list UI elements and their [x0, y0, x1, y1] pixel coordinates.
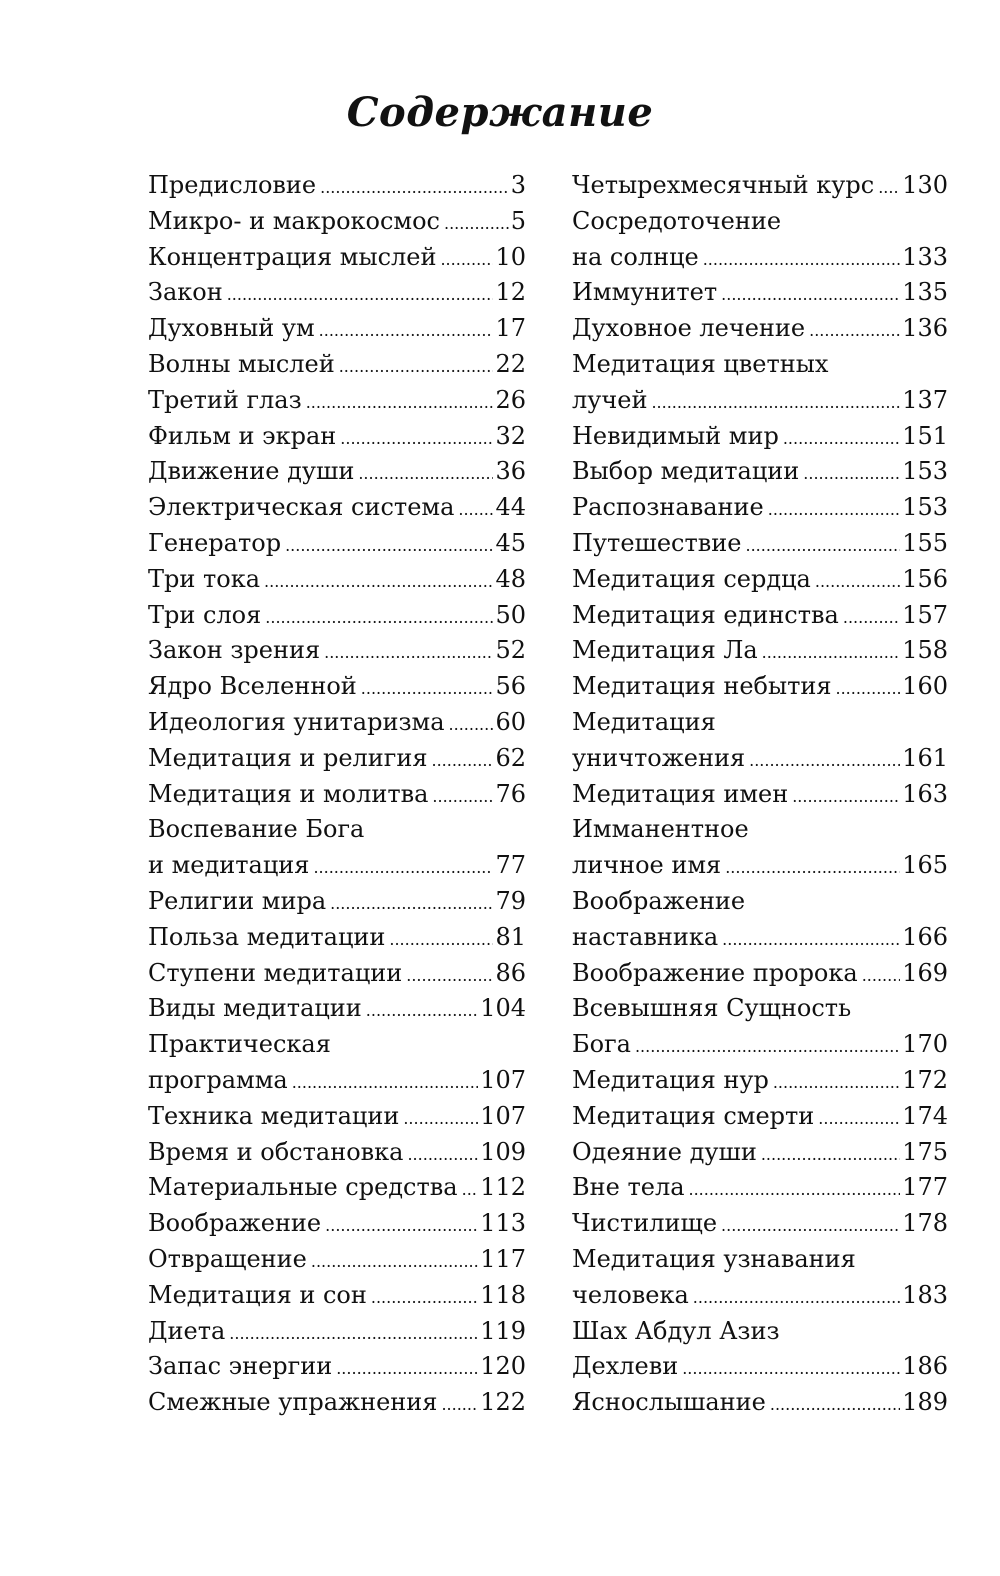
dot-leader [441, 1387, 478, 1423]
toc-entry-page: 165 [902, 851, 948, 880]
toc-entry-title: Ступени медитации [148, 958, 403, 987]
dot-leader [371, 1280, 478, 1316]
toc-entry [148, 311, 526, 347]
toc-entry-title: программа [148, 1065, 288, 1094]
toc-entry [572, 1278, 948, 1314]
toc-entry [148, 777, 526, 813]
toc-entry [148, 705, 526, 741]
toc-entry-title: Диета [148, 1316, 226, 1345]
toc-entry-page: 153 [902, 457, 948, 486]
dot-leader [264, 564, 493, 600]
toc-entry [148, 633, 526, 669]
toc-entry-title: Воображение [572, 886, 746, 915]
toc-entry [148, 1063, 526, 1099]
page-title: Содержание [346, 88, 654, 136]
toc-entry [148, 454, 526, 490]
toc-entry-page: 120 [480, 1352, 526, 1381]
toc-entry-title: Медитация и религия [148, 743, 428, 772]
dot-leader [783, 421, 900, 457]
toc-entry [572, 956, 948, 992]
toc-entry-page: 157 [902, 600, 948, 629]
dot-leader [361, 671, 494, 707]
dot-leader [745, 528, 900, 564]
toc-entry-title: наставника [572, 922, 719, 951]
dot-leader [818, 1101, 900, 1137]
toc-entry-page: 104 [480, 994, 526, 1023]
toc-entry-page: 137 [902, 385, 948, 414]
toc-entry-title: Электрическая система [148, 493, 455, 522]
dot-leader [770, 1387, 900, 1423]
toc-entry [572, 1063, 948, 1099]
toc-entry-title: человека [572, 1280, 689, 1309]
toc-entry [572, 204, 948, 240]
toc-entry-title: Медитация сердца [572, 564, 811, 593]
toc-entry [148, 240, 526, 276]
toc-entry [572, 454, 948, 490]
dot-leader [389, 922, 493, 958]
toc-entry [148, 848, 526, 884]
toc-entry-title: Путешествие [572, 528, 742, 557]
toc-entry-title: Всевышняя Сущность [572, 994, 852, 1023]
toc-entry-title: Медитация [572, 707, 716, 736]
toc-entry [572, 991, 948, 1027]
toc-entry [572, 562, 948, 598]
dot-leader [444, 206, 509, 242]
dot-leader [689, 1172, 901, 1208]
toc-entry-title: Дехлеви [572, 1352, 679, 1381]
toc-entry-page: 44 [495, 493, 526, 522]
toc-entry [572, 168, 948, 204]
toc-entry-page: 77 [495, 851, 526, 880]
dot-leader [761, 1137, 900, 1173]
toc-entry-page: 122 [480, 1388, 526, 1417]
toc-entry-title: Яснослышание [572, 1388, 766, 1417]
toc-entry-page: 151 [902, 421, 948, 450]
toc-entry [148, 419, 526, 455]
dot-leader [407, 1137, 478, 1173]
toc-entry-page: 189 [902, 1388, 948, 1417]
toc-entry-title: Виды медитации [148, 994, 362, 1023]
dot-leader [229, 1316, 478, 1352]
toc-entry-title: Практическая [148, 1030, 331, 1059]
toc-entry-title: Духовное лечение [572, 314, 806, 343]
toc-entry-title: Третий глаз [148, 385, 302, 414]
dot-leader [336, 1351, 478, 1387]
dot-leader [403, 1101, 478, 1137]
toc-entry [148, 669, 526, 705]
toc-entry-page: 60 [495, 707, 526, 736]
toc-entry [148, 956, 526, 992]
dot-leader [366, 993, 478, 1029]
toc-entry [148, 490, 526, 526]
toc-entry-title: Воображение пророка [572, 958, 858, 987]
toc-entry [148, 204, 526, 240]
toc-entry-title: лучей [572, 385, 648, 414]
dot-leader [339, 349, 494, 385]
toc-entry-page: 86 [495, 958, 526, 987]
toc-entry [148, 1314, 526, 1350]
toc-entry-title: Генератор [148, 528, 282, 557]
toc-entry [572, 633, 948, 669]
toc-entry-title: Выбор медитации [572, 457, 800, 486]
toc-entry-title: Смежные упражнения [148, 1388, 438, 1417]
toc-entry [572, 490, 948, 526]
toc-entry-page: 76 [495, 779, 526, 808]
toc-entry-page: 172 [902, 1065, 948, 1094]
toc-entry-page: 158 [902, 636, 948, 665]
toc-entry-page: 183 [902, 1280, 948, 1309]
dot-leader [330, 886, 493, 922]
toc-entry-page: 22 [495, 349, 526, 378]
toc-entry-page: 56 [495, 672, 526, 701]
toc-entry [572, 741, 948, 777]
dot-leader [340, 421, 493, 457]
dot-leader [440, 242, 493, 278]
dot-leader [462, 1172, 479, 1208]
dot-leader [406, 958, 493, 994]
toc-entry-title: Отвращение [148, 1244, 307, 1273]
toc-entry-page: 52 [495, 636, 526, 665]
toc-entry-title: Религии мира [148, 886, 327, 915]
toc-entry-page: 5 [510, 206, 526, 235]
toc-entry [148, 526, 526, 562]
toc-entry [572, 1206, 948, 1242]
dot-leader [358, 456, 493, 492]
toc-entry-page: 113 [480, 1209, 526, 1238]
toc-entry [572, 240, 948, 276]
toc-entry [572, 598, 948, 634]
toc-entry-title: Идеология унитаризма [148, 707, 445, 736]
toc-entry-page: 48 [495, 564, 526, 593]
toc-entry-page: 177 [902, 1173, 948, 1202]
dot-leader [324, 635, 493, 671]
dot-leader [432, 779, 493, 815]
toc-entry-title: Медитация и сон [148, 1280, 367, 1309]
toc-entry-title: Ядро Вселенной [148, 672, 357, 701]
dot-leader [311, 1244, 478, 1280]
toc-entry [148, 562, 526, 598]
dot-leader [809, 313, 900, 349]
dot-leader [651, 385, 900, 421]
toc-entry [148, 1385, 526, 1421]
toc-entry-title: Распознавание [572, 493, 764, 522]
toc-right-column [572, 168, 948, 1421]
toc-entry-title: на солнце [572, 242, 699, 271]
toc-entry-title: Сосредоточение [572, 206, 782, 235]
toc-entry-title: Воображение [148, 1209, 322, 1238]
dot-leader [227, 277, 494, 313]
dot-leader [878, 170, 900, 206]
toc-entry-title: Воспевание Бога [148, 815, 365, 844]
toc-entry-page: 107 [480, 1101, 526, 1130]
dot-leader [721, 277, 900, 313]
toc-entry-page: 118 [480, 1280, 526, 1309]
dot-leader [635, 1029, 900, 1065]
toc-entry-page: 186 [902, 1352, 948, 1381]
toc-entry [572, 1099, 948, 1135]
toc-entry [148, 741, 526, 777]
toc-entry-title: Движение души [148, 457, 355, 486]
toc-entry-title: Медитация и молитва [148, 779, 429, 808]
dot-leader [325, 1208, 478, 1244]
toc-entry-page: 166 [902, 922, 948, 951]
toc-entry-page: 174 [902, 1101, 948, 1130]
toc-entry [572, 526, 948, 562]
dot-leader [768, 492, 900, 528]
dot-leader [843, 600, 900, 636]
toc-entry-page: 161 [902, 743, 948, 772]
toc-entry-title: Четырехмесячный курс [572, 171, 875, 199]
toc-entry [148, 1099, 526, 1135]
toc-entry [148, 1206, 526, 1242]
toc-entry [572, 812, 948, 848]
toc-entry-page: 45 [495, 528, 526, 557]
toc-entry [148, 884, 526, 920]
toc-entry-title: Одеяние души [572, 1137, 757, 1166]
toc-entry-title: Имманентное [572, 815, 749, 844]
dot-leader [431, 743, 493, 779]
toc-entry-page: 156 [902, 564, 948, 593]
toc-entry [572, 848, 948, 884]
toc-entry-page: 135 [902, 278, 948, 307]
dot-leader [725, 850, 900, 886]
toc-entry-title: Волны мыслей [148, 349, 335, 378]
toc-entry-title: Шах Абдул Азиз [572, 1316, 780, 1345]
toc-entry-page: 133 [902, 242, 948, 271]
dot-leader [313, 850, 493, 886]
toc-entry [572, 1349, 948, 1385]
toc-entry-title: Духовный ум [148, 314, 315, 343]
toc-entry [572, 669, 948, 705]
toc-entry [148, 1027, 526, 1063]
dot-leader [749, 743, 900, 779]
toc-entry-page: 17 [495, 314, 526, 343]
dot-leader [449, 707, 494, 743]
toc-entry-page: 79 [495, 886, 526, 915]
toc-entry-page: 130 [902, 171, 948, 199]
dot-leader [815, 564, 900, 600]
toc-entry-page: 109 [480, 1137, 526, 1166]
toc-entry [148, 383, 526, 419]
toc-entry-title: Запас энергии [148, 1352, 333, 1381]
toc-entry [148, 991, 526, 1027]
toc-entry-title: Медитация смерти [572, 1101, 815, 1130]
toc-entry [572, 1135, 948, 1171]
dot-leader [762, 635, 901, 671]
toc-entry-title: Закон зрения [148, 636, 321, 665]
toc-entry-title: Предисловие [148, 171, 317, 199]
toc-entry [572, 1385, 948, 1421]
toc-entry [572, 1170, 948, 1206]
dot-leader [292, 1065, 478, 1101]
dot-leader [265, 600, 493, 636]
toc-entry-page: 32 [495, 421, 526, 450]
toc-entry-title: Чистилище [572, 1209, 718, 1238]
toc-entry [148, 347, 526, 383]
toc-entry-title: Бога [572, 1030, 631, 1059]
toc-entry-title: Микро- и макрокосмос [148, 206, 440, 235]
toc-entry-page: 3 [510, 171, 526, 199]
dot-leader [285, 528, 493, 564]
toc-entry [148, 598, 526, 634]
toc-entry-page: 119 [480, 1316, 526, 1345]
toc-entry-title: Вне тела [572, 1173, 685, 1202]
toc-entry-title: Концентрация мыслей [148, 242, 437, 271]
toc-entry-title: Материальные средства [148, 1173, 458, 1202]
toc-entry-title: личное имя [572, 851, 722, 880]
toc-entry-page: 81 [495, 922, 526, 951]
toc-entry-page: 163 [902, 779, 948, 808]
toc-entry-title: и медитация [148, 851, 310, 880]
toc-entry [148, 168, 526, 204]
toc-entry [148, 1135, 526, 1171]
dot-leader [319, 313, 494, 349]
toc-entry-page: 36 [495, 457, 526, 486]
toc-left-column [148, 168, 526, 1421]
toc-entry-page: 112 [480, 1173, 526, 1202]
dot-leader [682, 1351, 900, 1387]
toc-entry [572, 777, 948, 813]
dot-leader [803, 456, 900, 492]
toc-entry-title: Невидимый мир [572, 421, 779, 450]
toc-entry [572, 275, 948, 311]
toc-entry [148, 1170, 526, 1206]
toc-entry [572, 1027, 948, 1063]
dot-leader [693, 1280, 900, 1316]
toc-entry [572, 347, 948, 383]
toc-entry-page: 170 [902, 1030, 948, 1059]
toc-entry-title: Три слоя [148, 600, 262, 629]
toc-entry [148, 1349, 526, 1385]
dot-leader [306, 385, 494, 421]
dot-leader [703, 242, 900, 278]
toc-entry-page: 107 [480, 1065, 526, 1094]
dot-leader [862, 958, 900, 994]
toc-entry [148, 275, 526, 311]
toc-entry-page: 155 [902, 528, 948, 557]
toc-entry-title: Фильм и экран [148, 421, 337, 450]
toc-entry-title: Три тока [148, 564, 261, 593]
toc-entry-title: Медитация небытия [572, 672, 832, 701]
toc-entry-title: Медитация имен [572, 779, 789, 808]
toc-entry [572, 1242, 948, 1278]
toc-entry-page: 153 [902, 493, 948, 522]
dot-leader [458, 492, 493, 528]
toc-entry [148, 812, 526, 848]
dot-leader [773, 1065, 900, 1101]
toc-entry-title: Медитация единства [572, 600, 839, 629]
toc-entry-page: 178 [902, 1209, 948, 1238]
toc-entry-page: 10 [495, 242, 526, 271]
toc-entry-title: Техника медитации [148, 1101, 400, 1130]
toc-entry-page: 12 [495, 278, 526, 307]
toc-entry-page: 117 [480, 1244, 526, 1273]
toc-entry-title: Медитация цветных [572, 349, 829, 378]
toc-entry-page: 136 [902, 314, 948, 343]
toc-entry [572, 1314, 948, 1350]
toc-entry-page: 50 [495, 600, 526, 629]
toc-entry-title: Медитация нур [572, 1065, 769, 1094]
toc-entry [572, 311, 948, 347]
toc-entry-title: Медитация узнавания [572, 1244, 856, 1273]
toc-entry [572, 419, 948, 455]
toc-entry-title: Иммунитет [572, 278, 718, 307]
toc-entry [572, 920, 948, 956]
toc-entry-title: Закон [148, 278, 223, 307]
toc-entry-page: 62 [495, 743, 526, 772]
toc-entry [148, 1242, 526, 1278]
toc-entry-page: 175 [902, 1137, 948, 1166]
toc-entry [572, 705, 948, 741]
toc-entry [148, 1278, 526, 1314]
toc-entry-title: Польза медитации [148, 922, 386, 951]
dot-leader [792, 779, 900, 815]
dot-leader [320, 170, 509, 206]
toc-entry [572, 383, 948, 419]
toc-entry [572, 884, 948, 920]
toc-entry [148, 920, 526, 956]
dot-leader [836, 671, 901, 707]
dot-leader [721, 1208, 900, 1244]
toc-entry-page: 26 [495, 385, 526, 414]
toc-entry-title: Время и обстановка [148, 1137, 404, 1166]
toc-entry-title: Медитация Ла [572, 636, 758, 665]
toc-entry-page: 160 [902, 672, 948, 701]
dot-leader [722, 922, 900, 958]
toc-entry-title: уничтожения [572, 743, 746, 772]
toc-entry-page: 169 [902, 958, 948, 987]
